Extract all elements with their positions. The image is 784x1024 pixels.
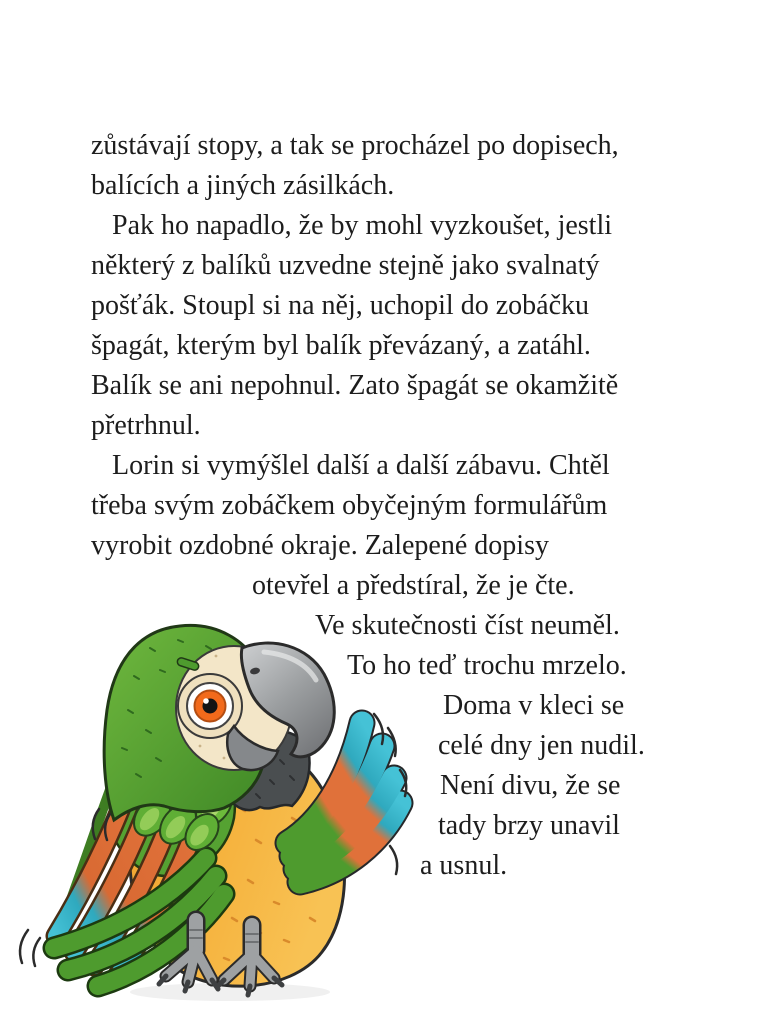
story-line: některý z balíků uzvedne stejně jako svalnatý <box>91 250 600 281</box>
story-line: otevřel a předstíral, že je čte. <box>252 570 575 601</box>
story-line: balících a jiných zásilkách. <box>91 170 395 201</box>
story-line: Ve skutečnosti číst neuměl. <box>315 610 620 641</box>
story-line: přetrhnul. <box>91 410 201 441</box>
story-line: vyrobit ozdobné okraje. Zalepené dopisy <box>91 530 549 561</box>
parrot-illustration <box>10 618 430 1018</box>
story-line: celé dny jen nudil. <box>438 730 645 761</box>
story-line: Pak ho napadlo, že by mohl vyzkoušet, jestli <box>112 210 613 241</box>
story-line: zůstávají stopy, a tak se procházel po dopisech, <box>91 130 619 161</box>
story-line: To ho teď trochu mrzelo. <box>347 650 627 681</box>
story-line: Doma v kleci se <box>443 690 625 721</box>
story-line: Není divu, že se <box>440 770 621 801</box>
story-line: špagát, kterým byl balík převázaný, a zatáhl. <box>91 330 591 361</box>
story-line: a usnul. <box>420 850 508 881</box>
story-line: tady brzy unavil <box>438 810 620 841</box>
story-line: Lorin si vymýšlel další a další zábavu. Chtěl <box>112 450 610 481</box>
story-line: třeba svým zobáčkem obyčejným formulářům <box>91 490 608 521</box>
story-line: pošťák. Stoupl si na něj, uchopil do zobáčku <box>91 290 589 321</box>
story-line: Balík se ani nepohnul. Zato špagát se okamžitě <box>91 370 619 401</box>
